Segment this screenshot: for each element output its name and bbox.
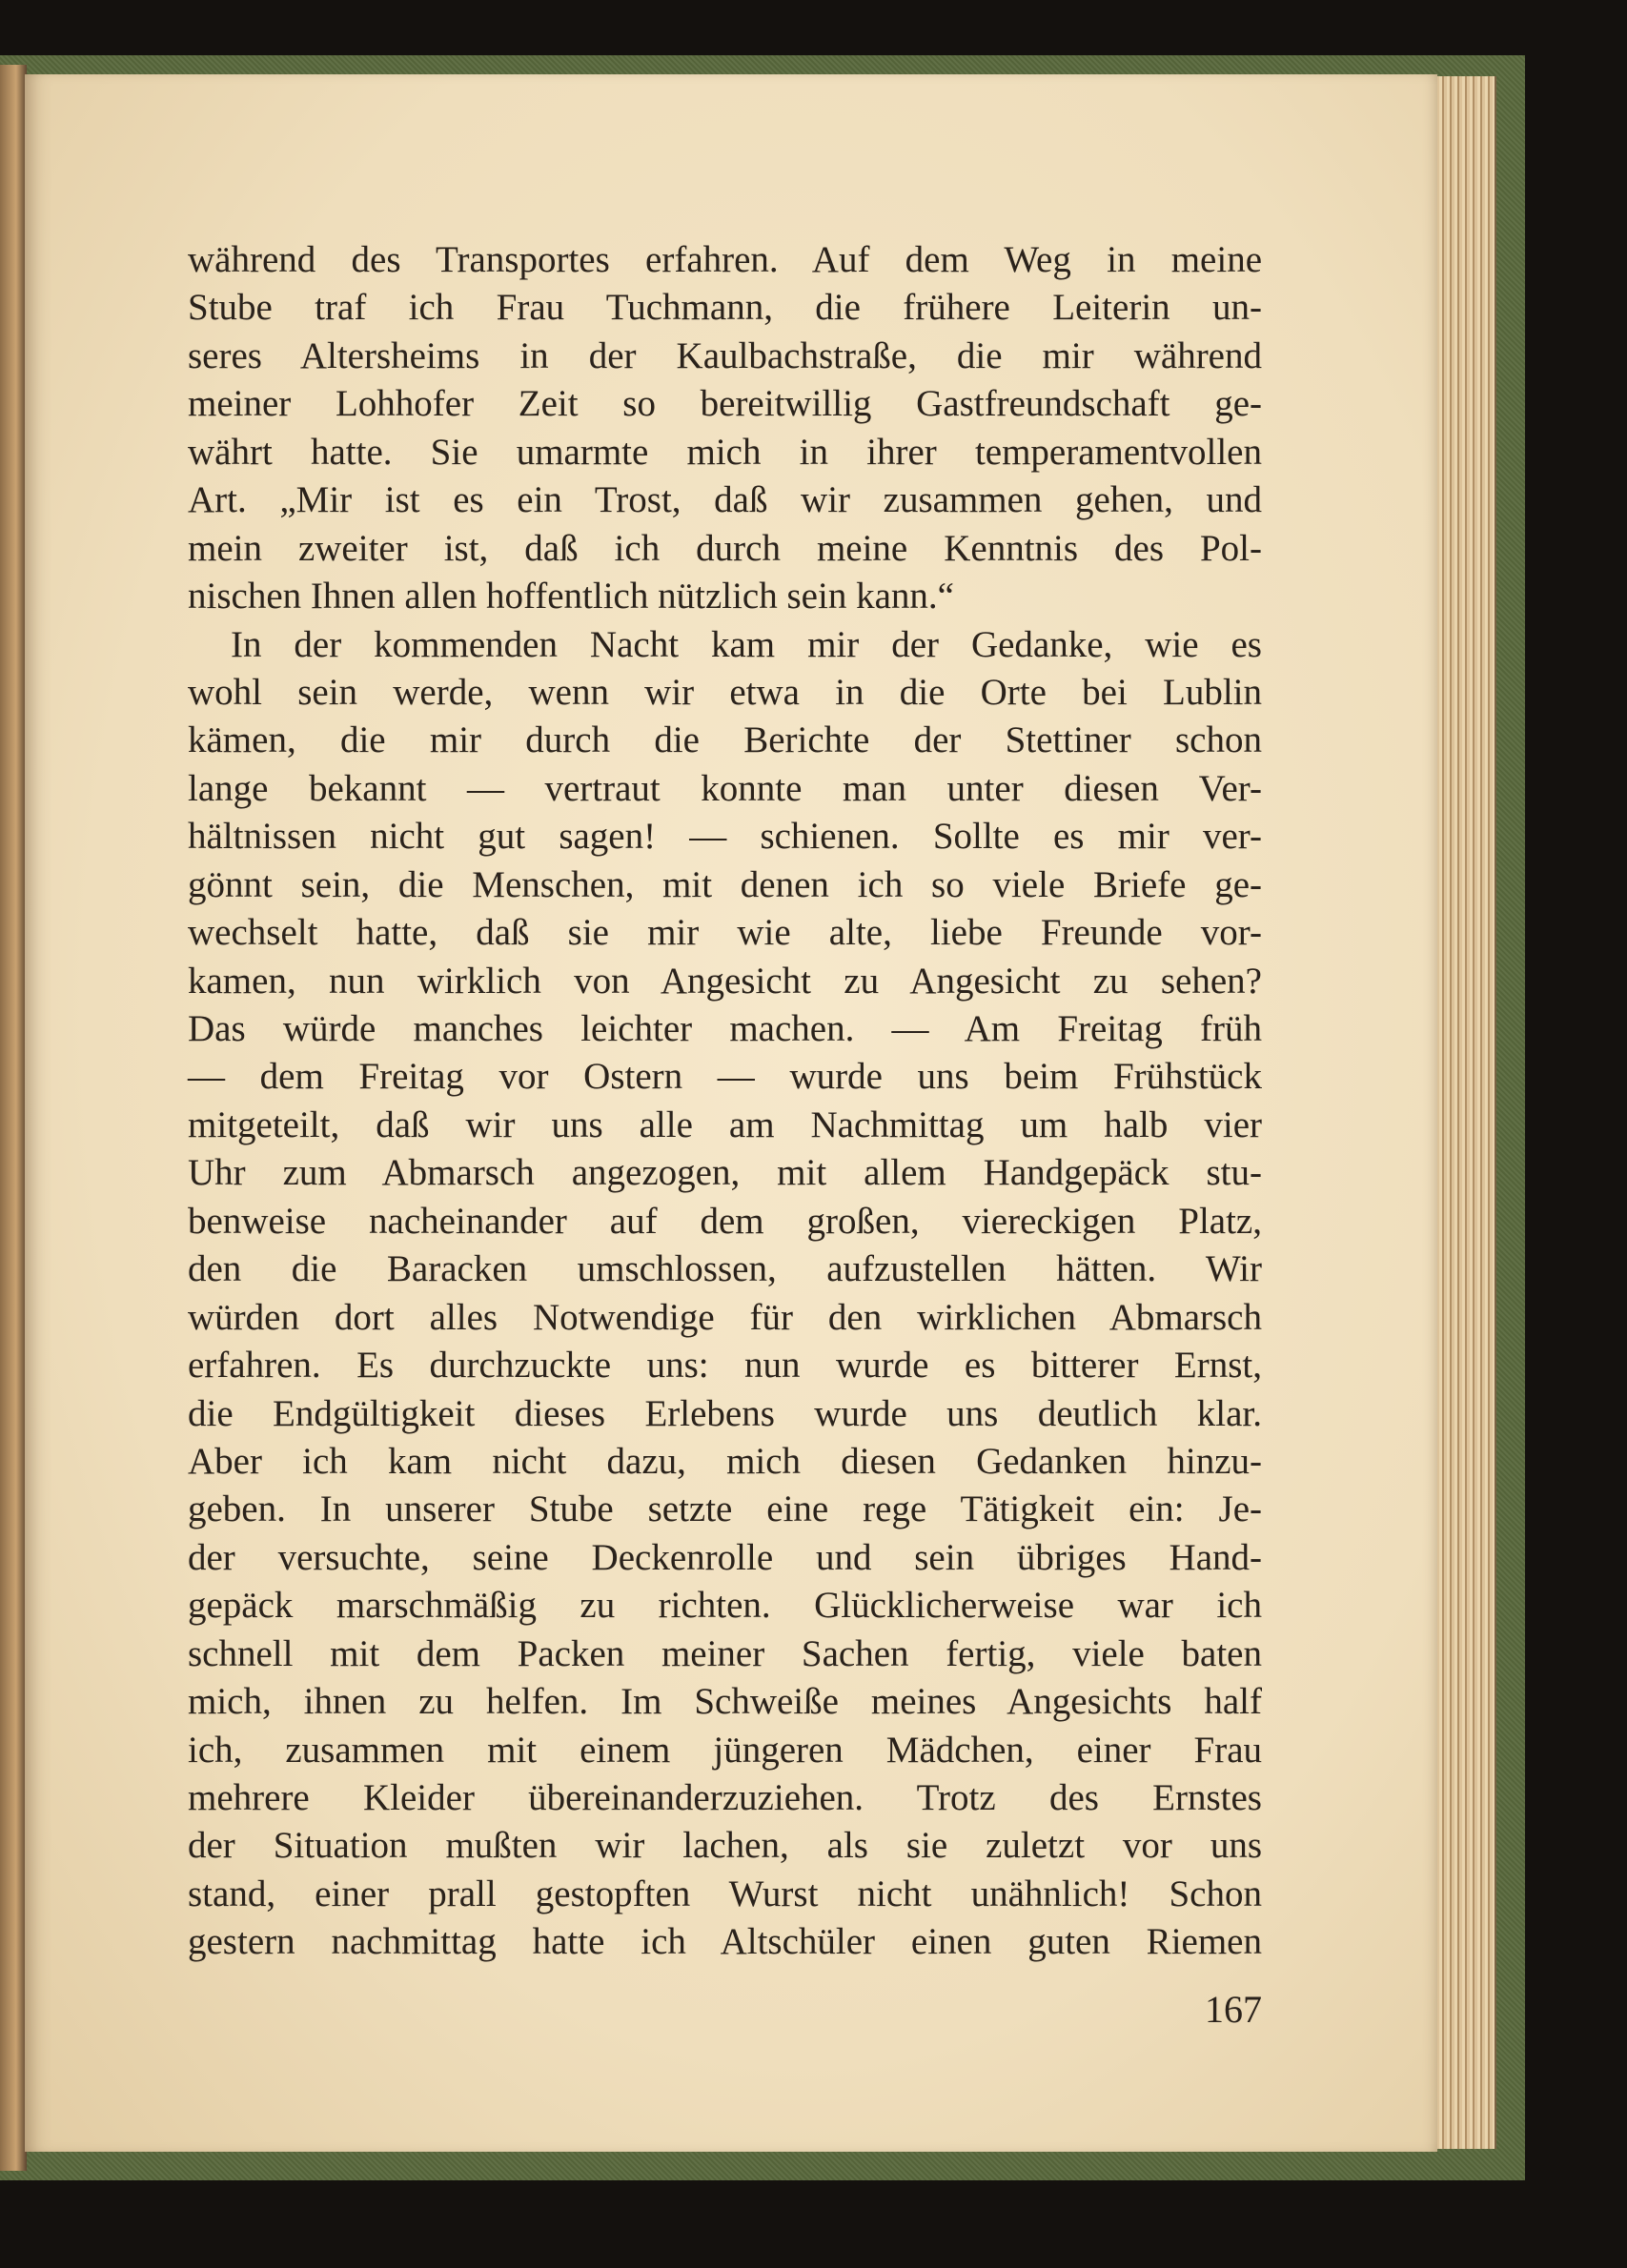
text-line: Art. „Mir ist es ein Trost, daß wir zusammen gehen, und — [188, 479, 1262, 521]
text-line: kamen, nun wirklich von Angesicht zu Angesicht zu sehen? — [188, 960, 1262, 1002]
text-line: mein zweiter ist, daß ich durch meine Kenntnis des Pol- — [188, 527, 1262, 569]
text-line: während des Transportes erfahren. Auf dem Weg in meine — [188, 239, 1262, 280]
text-line: Stube traf ich Frau Tuchmann, die frühere Leiterin un- — [188, 287, 1262, 329]
text-line: würden dort alles Notwendige für den wirklichen Abmarsch — [188, 1296, 1262, 1338]
text-line: der versuchte, seine Deckenrolle und sein übriges Hand- — [188, 1536, 1262, 1578]
text-line: gestern nachmittag hatte ich Altschüler einen guten Riemen — [188, 1921, 1262, 1963]
body-text — [188, 236, 1262, 1967]
text-line: die Endgültigkeit dieses Erlebens wurde uns deutlich klar. — [188, 1392, 1262, 1434]
text-line: geben. In unserer Stube setzte eine rege Tätigkeit ein: Je- — [188, 1488, 1262, 1530]
text-line: meiner Lohhofer Zeit so bereitwillig Gastfreundschaft ge- — [188, 383, 1262, 425]
text-line: gönnt sein, die Menschen, mit denen ich so viele Briefe ge- — [188, 863, 1262, 905]
text-line: wechselt hatte, daß sie mir wie alte, liebe Freunde vor- — [188, 912, 1262, 954]
text-line: Aber ich kam nicht dazu, mich diesen Gedanken hinzu- — [188, 1440, 1262, 1482]
text-line: Das würde manches leichter machen. — Am Freitag früh — [188, 1008, 1262, 1049]
text-line: wohl sein werde, wenn wir etwa in die Orte bei Lublin — [188, 671, 1262, 713]
text-line: währt hatte. Sie umarmte mich in ihrer temperamentvollen — [188, 431, 1262, 473]
text-line: Uhr zum Abmarsch angezogen, mit allem Handgepäck stu- — [188, 1152, 1262, 1194]
text-line: hältnissen nicht gut sagen! — schienen. Sollte es mir ver- — [188, 816, 1262, 858]
text-line: In der kommenden Nacht kam mir der Gedanke, wie es — [231, 623, 1262, 665]
text-line: mehrere Kleider übereinanderzuziehen. Trotz des Ernstes — [188, 1777, 1262, 1818]
text-line: stand, einer prall gestopften Wurst nicht unähnlich! Schon — [188, 1873, 1262, 1914]
text-line: ich, zusammen mit einem jüngeren Mädchen, einer Frau — [188, 1729, 1262, 1771]
text-line: mitgeteilt, daß wir uns alle am Nachmittag um halb vier — [188, 1104, 1262, 1145]
text-line: — dem Freitag vor Ostern — wurde uns beim Frühstück — [188, 1056, 1262, 1098]
text-line: seres Altersheims in der Kaulbachstraße, die mir während — [188, 334, 1262, 376]
text-line: erfahren. Es durchzuckte uns: nun wurde es bitterer Ernst, — [188, 1345, 1262, 1387]
text-line: lange bekannt — vertraut konnte man unter diesen Ver- — [188, 767, 1262, 809]
page-number: 167 — [1205, 1988, 1262, 2031]
text-line: der Situation mußten wir lachen, als sie zuletzt vor uns — [188, 1825, 1262, 1867]
text-line: schnell mit dem Packen meiner Sachen fertig, viele baten — [188, 1632, 1262, 1674]
text-line: mich, ihnen zu helfen. Im Schweiße meines Angesichts half — [188, 1681, 1262, 1723]
text-line: den die Baracken umschlossen, aufzustellen hätten. Wir — [188, 1248, 1262, 1290]
text-line: benweise nacheinander auf dem großen, viereckigen Platz, — [188, 1200, 1262, 1242]
previous-page-edge — [0, 65, 27, 2171]
text-line: kämen, die mir durch die Berichte der Stettiner schon — [188, 719, 1262, 761]
text-line: nischen Ihnen allen hoffentlich nützlich sein kann.“ — [188, 576, 954, 618]
text-line: gepäck marschmäßig zu richten. Glücklicherweise war ich — [188, 1585, 1262, 1627]
